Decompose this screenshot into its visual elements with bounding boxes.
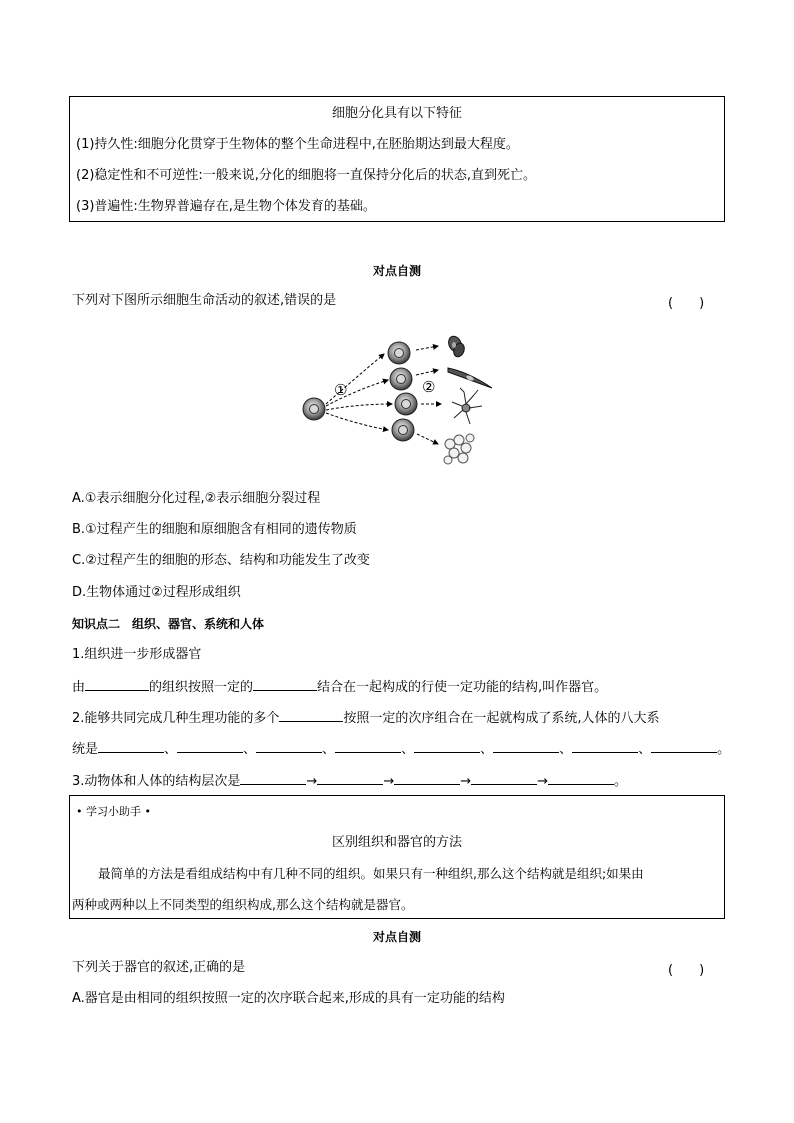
fill-blank[interactable] <box>548 771 614 785</box>
knowledge-heading: 知识点二 组织、器官、系统和人体 <box>72 617 265 631</box>
fill-blank[interactable] <box>471 771 537 785</box>
fill-blank[interactable] <box>394 771 460 785</box>
fill-blank[interactable] <box>279 708 343 722</box>
option-c[interactable]: C.②过程产生的细胞的形态、结构和功能发生了改变 <box>72 553 370 568</box>
cell-differentiation-figure <box>298 332 498 467</box>
feature-item-1: (1)持久性:细胞分化贯穿于生物体的整个生命进程中,在胚胎期达到最大程度。 <box>76 137 519 152</box>
self-test-heading-1: 对点自测 <box>372 264 421 278</box>
fill-blank[interactable] <box>177 739 243 753</box>
fill-blank[interactable] <box>240 771 306 785</box>
original-cell <box>303 398 325 420</box>
kp-line-3: 2.能够共同完成几种生理功能的多个 按照一定的次序组合在一起就构成了系统,人体的八大系 <box>72 708 660 728</box>
fill-blank[interactable] <box>253 677 317 691</box>
kp-line-4: 统是 、 、 、 、 、 、 、 。 <box>72 739 730 759</box>
red-blood-cells <box>446 334 466 358</box>
fill-blank[interactable] <box>335 739 401 753</box>
fill-blank[interactable] <box>651 739 717 753</box>
feature-item-3: (3)普遍性:生物界普遍存在,是生物个体发育的基础。 <box>76 199 376 214</box>
fill-blank[interactable] <box>256 739 322 753</box>
fill-blank[interactable] <box>572 739 638 753</box>
fill-blank[interactable] <box>414 739 480 753</box>
tissue-cells <box>444 434 474 464</box>
option-d[interactable]: D.生物体通过②过程形成组织 <box>72 585 241 600</box>
fill-blank[interactable] <box>493 739 559 753</box>
option-b[interactable]: B.①过程产生的细胞和原细胞含有相同的遗传物质 <box>72 522 357 537</box>
daughter-cells <box>388 342 417 441</box>
option-a[interactable]: A.①表示细胞分化过程,②表示细胞分裂过程 <box>72 491 321 506</box>
process-label-2: ② <box>422 378 436 396</box>
question-1: 下列对下图所示细胞生命活动的叙述,错误的是 <box>72 293 337 308</box>
kp-line-2: 由 的组织按照一定的 结合在一起构成的行使一定功能的结构,叫作器官。 <box>72 677 607 697</box>
fill-blank[interactable] <box>98 739 164 753</box>
study-helper-title: 区别组织和器官的方法 <box>331 835 462 850</box>
fill-blank[interactable] <box>317 771 383 785</box>
process-label-1: ① <box>334 381 348 399</box>
question-2: 下列关于器官的叙述,正确的是 <box>72 960 246 975</box>
study-helper-line-2: 两种或两种以上不同类型的组织构成,那么这个结构就是器官。 <box>72 897 414 912</box>
study-helper-tag: • 学习小助手 • <box>76 805 151 818</box>
kp-line-1: 1.组织进一步形成器官 <box>72 647 202 662</box>
fill-blank[interactable] <box>85 677 149 691</box>
feature-item-2: (2)稳定性和不可逆性:一般来说,分化的细胞将一直保持分化后的状态,直到死亡。 <box>76 168 537 183</box>
answer-paren-2[interactable]: ( ) <box>668 963 705 978</box>
q2-option-a[interactable]: A.器官是由相同的组织按照一定的次序联合起来,形成的具有一定功能的结构 <box>72 991 505 1006</box>
self-test-heading-2: 对点自测 <box>372 930 421 944</box>
muscle-cell <box>448 368 492 388</box>
kp-line-5: 3.动物体和人体的结构层次是 → → → → 。 <box>72 771 627 791</box>
answer-paren-1[interactable]: ( ) <box>668 296 705 311</box>
feature-box-title: 细胞分化具有以下特征 <box>331 106 462 121</box>
nerve-cell <box>452 388 482 424</box>
study-helper-line-1: 最简单的方法是看组成结构中有几种不同的组织。如果只有一种组织,那么这个结构就是组织;如果由 <box>98 866 644 881</box>
